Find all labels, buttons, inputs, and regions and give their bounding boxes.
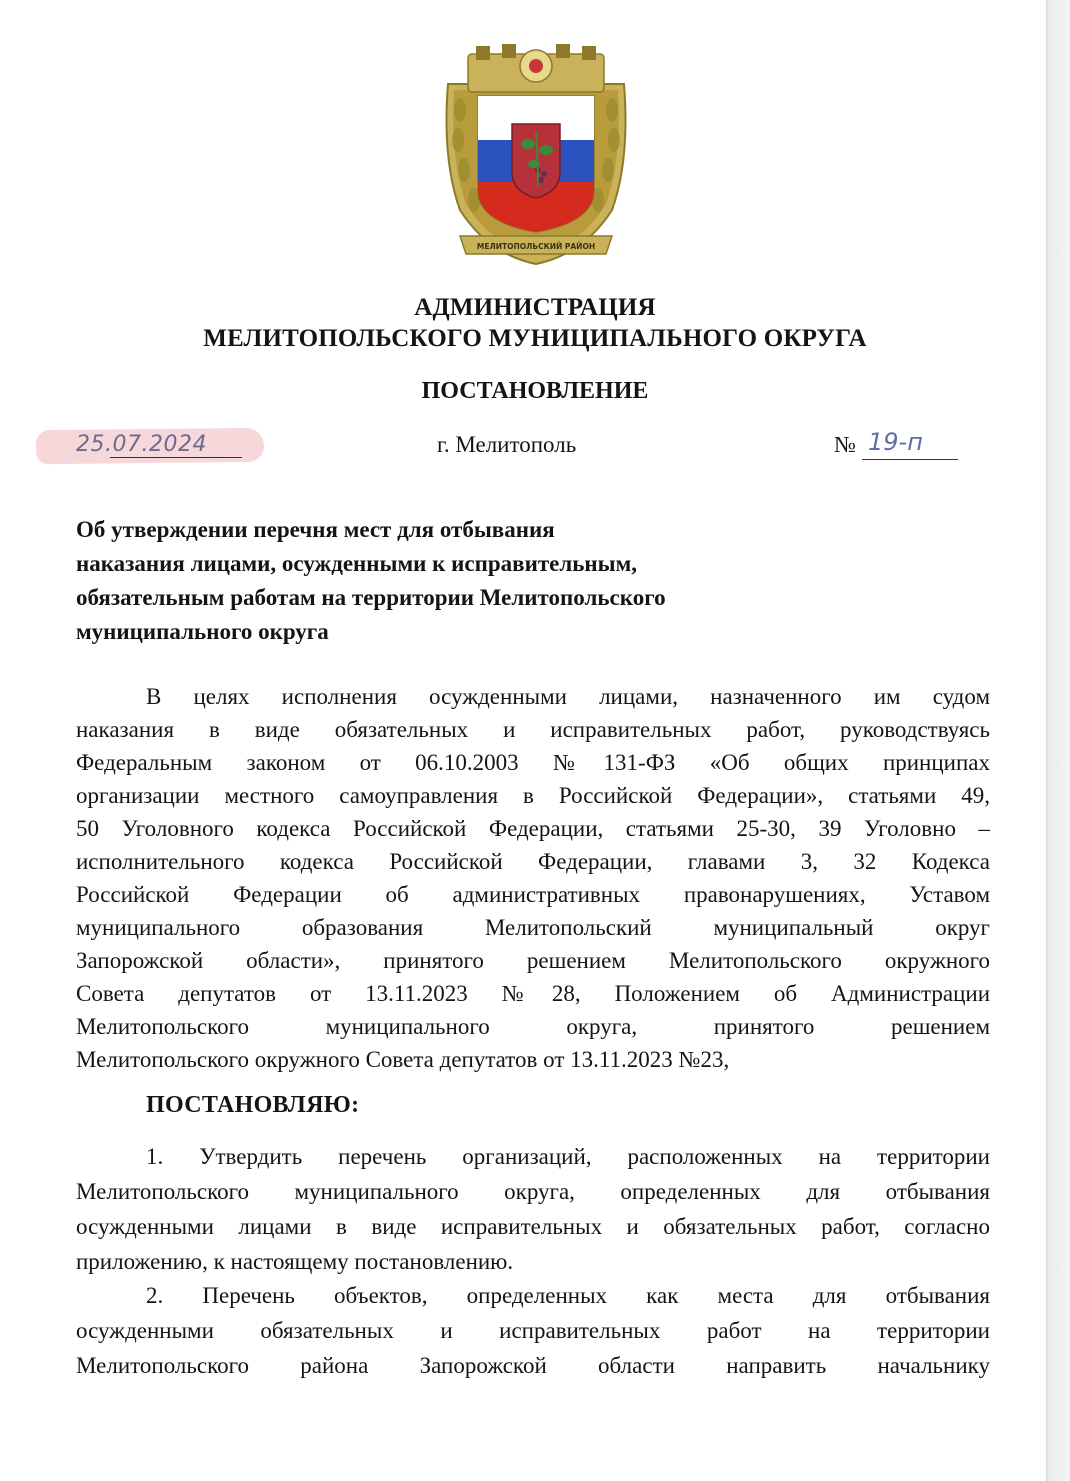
document-number	[834, 428, 964, 462]
date-handwritten: 25.07.2024	[76, 432, 207, 457]
preamble-line: В целях исполнения осужденными лицами, назначенного им судом	[146, 684, 990, 709]
point-2-line: Мелитопольского района Запорожской области направить начальнику	[76, 1353, 990, 1378]
point-1-line: 1. Утвердить перечень организаций, расположенных на территории	[146, 1144, 990, 1169]
subject-line: Об утверждении перечня мест для отбывания	[76, 517, 555, 542]
org-name-line2: МЕЛИТОПОЛЬСКОГО МУНИЦИПАЛЬНОГО ОКРУГА	[203, 325, 867, 352]
preamble-line: организации местного самоуправления в Российской Федерации», статьями 49,	[76, 783, 990, 808]
document-city: г. Мелитополь	[437, 432, 577, 457]
preamble-line: Российской Федерации об административных правонарушениях, Уставом	[76, 882, 990, 907]
preamble-line: наказания в виде обязательных и исправительных работ, руководствуясь	[76, 717, 990, 742]
number-label: №	[834, 432, 856, 457]
preamble-line: Мелитопольского муниципального округа, принятого решением	[76, 1014, 990, 1039]
point-2-line: осужденными обязательных и исправительных работ на территории	[76, 1318, 990, 1343]
preamble-line: исполнительного кодекса Российской Федерации, главами 3, 32 Кодекса	[76, 849, 990, 874]
preamble-line: муниципального образования Мелитопольский муниципальный округ	[76, 915, 990, 940]
number-underline	[862, 459, 958, 460]
point-1-line: Мелитопольского муниципального округа, определенных для отбывания	[76, 1179, 990, 1204]
document-subject	[76, 513, 796, 649]
document-type: ПОСТАНОВЛЕНИЕ	[421, 378, 649, 404]
point-1-line: приложению, к настоящему постановлению.	[76, 1249, 514, 1274]
ribbon-text: МЕЛИТОПОЛЬСКИЙ РАЙОН	[476, 242, 596, 251]
preamble-line: Запорожской области», принятого решением Мелитопольского окружного	[76, 948, 990, 973]
point-2-paragraph	[76, 1279, 990, 1384]
subject-line: обязательным работам на территории Мелитопольского	[76, 585, 666, 610]
point-2-line: 2. Перечень объектов, определенных как места для отбывания	[146, 1283, 990, 1308]
date-underline	[110, 457, 242, 458]
subject-line: муниципального округа	[76, 619, 329, 644]
preamble-line: Совета депутатов от 13.11.2023 №28, Положением об Администрации	[76, 981, 990, 1006]
org-name-line1: АДМИНИСТРАЦИЯ	[414, 294, 656, 321]
preamble-line: Мелитопольского окружного Совета депутатов от 13.11.2023 №23,	[76, 1047, 730, 1072]
coat-of-arms-icon	[438, 40, 634, 266]
preamble-line: Федеральным законом от 06.10.2003 №131-ФЗ «Об общих принципах	[76, 750, 990, 775]
preamble-line: 50 Уголовного кодекса Российской Федерации, статьями 25-30, 39 Уголовно –	[76, 816, 990, 841]
point-1-paragraph	[76, 1140, 990, 1280]
decree-word: ПОСТАНОВЛЯЮ:	[146, 1092, 360, 1118]
preamble-paragraph	[76, 680, 990, 1076]
document-date	[36, 429, 264, 463]
subject-line: наказания лицами, осужденными к исправительным,	[76, 551, 638, 576]
page-edge-shadow	[1046, 0, 1070, 1481]
number-handwritten: 19-п	[868, 428, 923, 456]
point-1-line: осужденными лицами в виде исправительных и обязательных работ, согласно	[76, 1214, 990, 1239]
